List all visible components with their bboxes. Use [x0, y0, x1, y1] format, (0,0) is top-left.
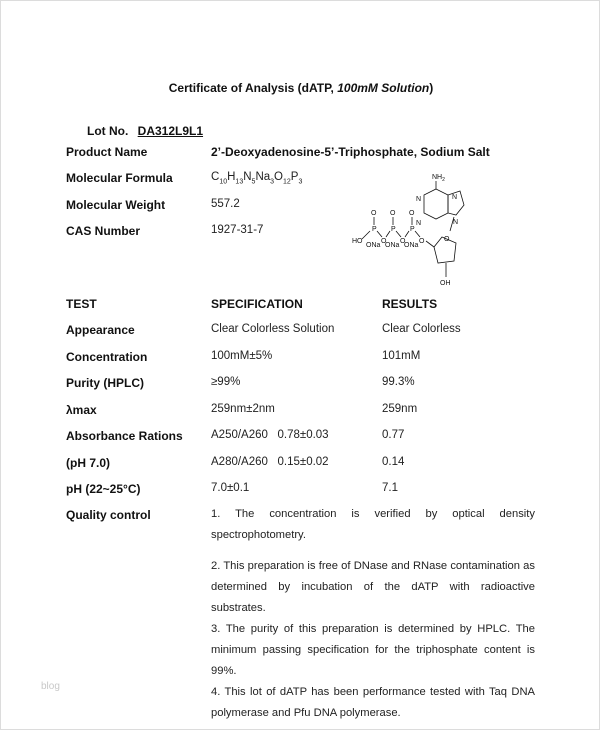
row-result: 259nm [382, 403, 418, 415]
header-specification: SPECIFICATION [211, 297, 303, 311]
row-result: 0.14 [382, 456, 405, 468]
title-end: ) [429, 81, 434, 95]
n-label-4: N [453, 219, 459, 226]
row-test: (pH 7.0) [66, 456, 111, 470]
product-name-label: Product Name [66, 145, 148, 159]
ona-label-3: ONa [404, 242, 419, 249]
row-result: 99.3% [382, 376, 415, 388]
o-top-3: O [409, 210, 415, 217]
row-spec: Clear Colorless Solution [211, 323, 335, 335]
o-top-1: O [371, 210, 377, 217]
weight-label: Molecular Weight [66, 198, 166, 212]
datp-structure-diagram [346, 169, 476, 289]
qc-item-2: 2. This preparation is free of DNase and RNase contamination as determined by incubation of the dATP with radioactive substrates. [211, 560, 535, 614]
lot-number [87, 124, 203, 138]
header-test: TEST [66, 297, 97, 311]
ho-label: HO [352, 238, 363, 245]
bridge-o-2: O [400, 238, 406, 245]
row-test: Purity (HPLC) [66, 376, 144, 390]
row-spec: A280/A260 0.15±0.02 [211, 456, 329, 468]
row-spec: 259nm±2nm [211, 403, 275, 415]
row-spec: ≥99% [211, 376, 241, 388]
row-test: Concentration [66, 350, 148, 364]
product-name-value: 2’-Deoxyadenosine-5’-Triphosphate, Sodium Salt [211, 145, 490, 159]
document-title [1, 81, 600, 95]
row-test: λmax [66, 403, 97, 417]
row-test: Appearance [66, 323, 135, 337]
lot-value: DA312L9L1 [137, 124, 204, 138]
formula-label: Molecular Formula [66, 171, 173, 185]
qc-item-3: 3. The purity of this preparation is determined by HPLC. The minimum passing specification for the triphosphate content is 99%. [211, 623, 535, 677]
qc-item-4: 4. This lot of dATP has been performance tested with Taq DNA polymerase and Pfu DNA polymerase. [211, 686, 535, 719]
bridge-o-3: O [419, 238, 425, 245]
row-result: 7.1 [382, 482, 398, 494]
row-spec: A250/A260 0.78±0.03 [211, 429, 329, 441]
row-test: pH (22~25°C) [66, 482, 141, 496]
ona-label-1: ONa [366, 242, 381, 249]
row-result: 0.77 [382, 429, 405, 441]
nh2-label: $NH_2$ [432, 174, 445, 183]
n-label-3: N [416, 220, 422, 227]
row-result: Clear Colorless [382, 323, 461, 335]
row-test: Absorbance Rations [66, 429, 183, 443]
n-label-2: N [416, 196, 422, 203]
weight-value: 557.2 [211, 198, 240, 210]
p-label-3: P [410, 226, 415, 233]
row-result: 101mM [382, 350, 421, 362]
p-label-1: P [372, 226, 377, 233]
title-italic: 100mM Solution [337, 81, 430, 95]
oh-label: OH [440, 280, 451, 287]
lot-label: Lot No. [87, 124, 129, 138]
quality-control-list [211, 504, 535, 724]
row-spec: 100mM±5% [211, 350, 273, 362]
cas-value: 1927-31-7 [211, 224, 264, 236]
formula-value: $C_{10}H_{13}N_5Na_3O_{12}P_3$ [211, 171, 303, 186]
quality-control-label: Quality control [66, 508, 151, 522]
header-results: RESULTS [382, 297, 438, 311]
cas-label: CAS Number [66, 224, 141, 238]
ona-label-2: ONa [385, 242, 400, 249]
title-main: Certificate of Analysis (dATP, [168, 81, 334, 95]
o-top-2: O [390, 210, 396, 217]
bridge-o-1: O [381, 238, 387, 245]
row-spec: 7.0±0.1 [211, 482, 250, 494]
n-label-1: N [452, 194, 458, 201]
watermark: blog [41, 681, 60, 692]
p-label-2: P [391, 226, 396, 233]
ring-o-label: O [444, 236, 450, 243]
qc-item-1: 1. The concentration is verified by optical density spectrophotometry. [211, 508, 535, 541]
